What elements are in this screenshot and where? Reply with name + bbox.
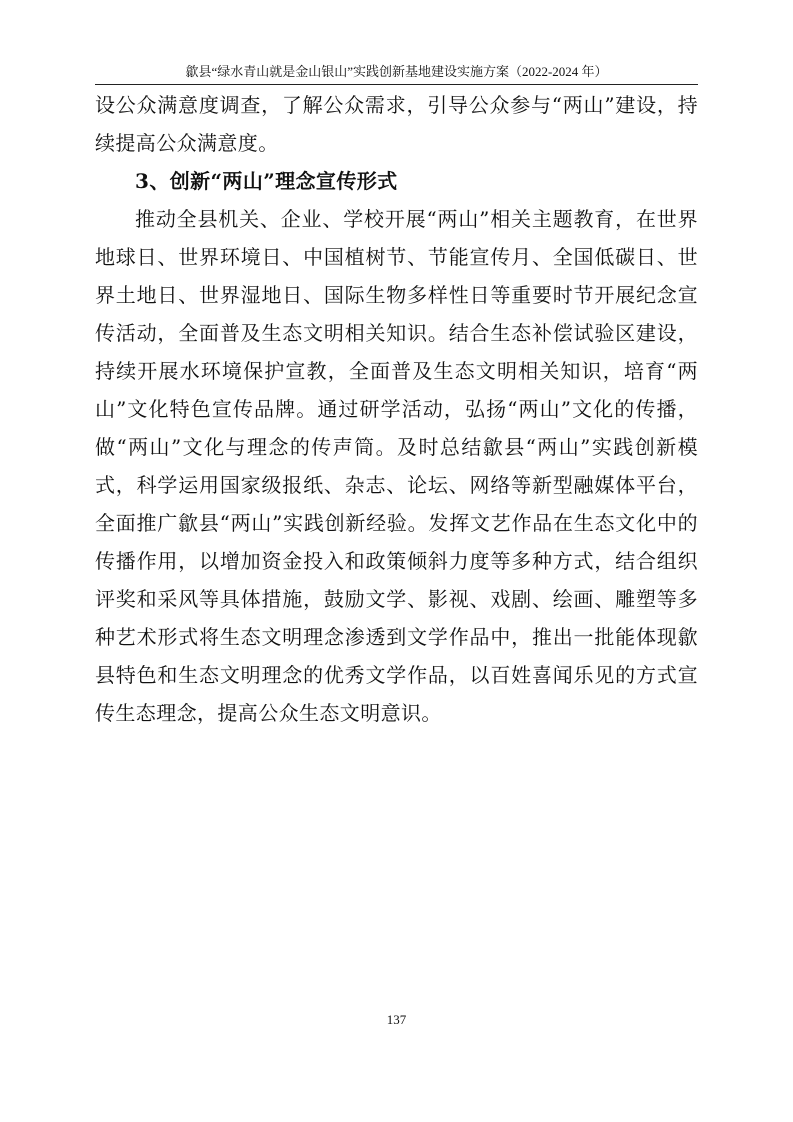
header-rule <box>95 84 698 85</box>
page-number: 137 <box>386 1012 407 1027</box>
section-heading: 3、创新“两山”理念宣传形式 <box>135 169 398 193</box>
body-paragraph: 推动全县机关、企业、学校开展“两山”相关主题教育，在世界地球日、世界环境日、中国植树节、节能宣传月、全国低碳日、世界土地日、世界湿地日、国际生物多样性日等重要时节开展纪念宣传活动，全面普及生态文明相关知识。结合生态补偿试验区建设，持续开展水环境保护宣教，全面普及生态文明相关知识，培育“两山”文化特色宣传品牌。通过研学活动，弘扬“两山”文化的传播，做“两山”文化与理念的传声筒。及时总结歙县“两山”实践创新模式，科学运用国家级报纸、杂志、论坛、网络等新型融媒体平台，全面推广歙县“两山”实践创新经验。发挥文艺作品在生态文化中的传播作用，以增加资金投入和政策倾斜力度等多种方式，结合组织评奖和采风等具体措施，鼓励文学、影视、戏剧、绘画、雕塑等多种艺术形式将生态文明理念渗透到文学作品中，推出一批能体现歙县特色和生态文明理念的优秀文学作品，以百姓喜闻乐见的方式宣传生态理念，提高公众生态文明意识。 <box>95 207 698 725</box>
continuation-paragraph: 设公众满意度调查，了解公众需求，引导公众参与“两山”建设，持续提高公众满意度。 <box>95 93 698 155</box>
page-body <box>95 86 698 732</box>
running-header: 歙县“绿水青山就是金山银山”实践创新基地建设实施方案（2022-2024 年） <box>185 64 608 79</box>
